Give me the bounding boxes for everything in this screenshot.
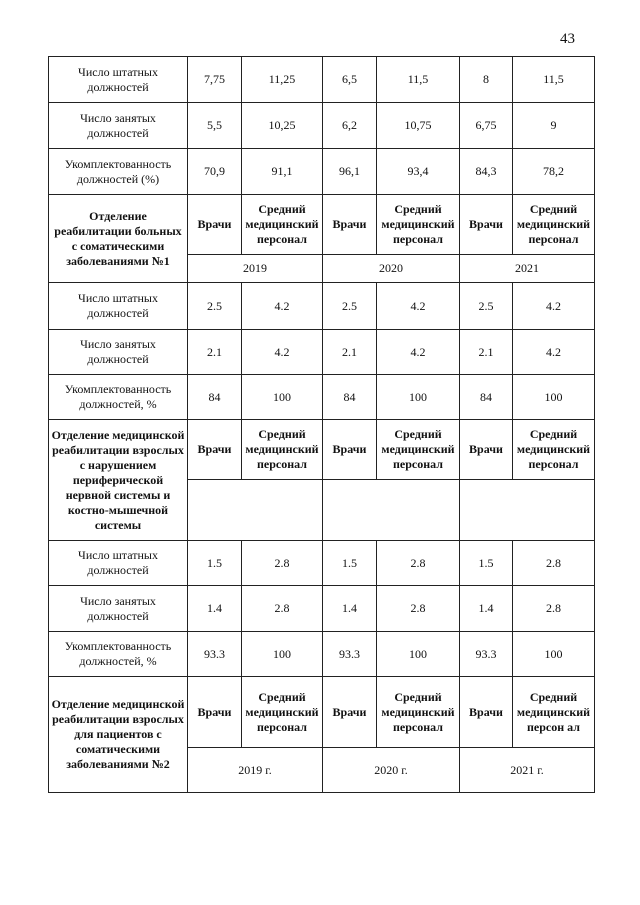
table-row (49, 103, 595, 149)
table-row (49, 283, 595, 330)
table-cell: 70,9 (188, 149, 242, 195)
table-cell: 100 (242, 632, 323, 677)
table-row (49, 541, 595, 586)
table-cell: 100 (513, 632, 595, 677)
table-cell: 2.5 (188, 283, 242, 330)
row-label: Укомплектованность должностей, % (49, 375, 188, 420)
column-header: Средний медицинский персонал (377, 677, 460, 748)
table-cell: 100 (377, 632, 460, 677)
table-cell: 100 (513, 375, 595, 420)
table-cell: 93.3 (323, 632, 377, 677)
table-cell: 1.4 (188, 586, 242, 632)
column-header: Средний медицинский персонал (242, 677, 323, 748)
year-label: 2020 (323, 255, 460, 283)
row-label: Число штатных должностей (49, 541, 188, 586)
column-header: Средний медицинский персонал (377, 195, 460, 255)
table-cell: 84 (188, 375, 242, 420)
table-cell: 100 (242, 375, 323, 420)
year-label (460, 480, 595, 541)
department-name: Отделение медицинской реабилитации взрослых с нарушением периферической нервной системы и костно-мышечной системы (49, 420, 188, 541)
table-cell: 10,25 (242, 103, 323, 149)
table-cell: 2.8 (377, 586, 460, 632)
table-cell: 1.4 (323, 586, 377, 632)
table-cell: 4.2 (513, 283, 595, 330)
table-cell: 11,25 (242, 57, 323, 103)
section-header-row (49, 677, 595, 748)
year-label (323, 480, 460, 541)
table-cell: 2.8 (513, 586, 595, 632)
row-label: Число занятых должностей (49, 103, 188, 149)
year-label: 2021 г. (460, 748, 595, 793)
column-header: Врачи (323, 195, 377, 255)
table-cell: 9 (513, 103, 595, 149)
table-cell: 91,1 (242, 149, 323, 195)
table-cell: 6,5 (323, 57, 377, 103)
department-name: Отделение реабилитации больных с соматическими заболеваниями №1 (49, 195, 188, 283)
section-header-row (49, 195, 595, 255)
column-header: Врачи (188, 420, 242, 480)
year-label: 2020 г. (323, 748, 460, 793)
row-label: Число занятых должностей (49, 330, 188, 375)
table-cell: 4.2 (377, 330, 460, 375)
table-cell: 5,5 (188, 103, 242, 149)
table-cell: 2.1 (188, 330, 242, 375)
table-cell: 2.8 (242, 586, 323, 632)
table-cell: 6,75 (460, 103, 513, 149)
table-cell: 2.1 (323, 330, 377, 375)
column-header: Средний медицинский персонал (242, 195, 323, 255)
table-cell: 2.8 (513, 541, 595, 586)
table-cell: 93.3 (188, 632, 242, 677)
column-header: Средний медицинский персонал (513, 195, 595, 255)
row-label: Число штатных должностей (49, 57, 188, 103)
row-label: Число занятых должностей (49, 586, 188, 632)
table-cell: 93.3 (460, 632, 513, 677)
table-cell: 2.8 (377, 541, 460, 586)
table-cell: 2.1 (460, 330, 513, 375)
table-cell: 8 (460, 57, 513, 103)
table-cell: 1.5 (188, 541, 242, 586)
table-row (49, 375, 595, 420)
table-cell: 84 (323, 375, 377, 420)
column-header: Средний медицинский персонал (513, 420, 595, 480)
column-header: Врачи (188, 677, 242, 748)
column-header: Врачи (460, 195, 513, 255)
section-header-row (49, 420, 595, 480)
table-cell: 2.8 (242, 541, 323, 586)
table-cell: 4.2 (242, 330, 323, 375)
table-cell: 1.4 (460, 586, 513, 632)
table-cell: 100 (377, 375, 460, 420)
year-label: 2019 (188, 255, 323, 283)
table-cell: 11,5 (377, 57, 460, 103)
staffing-table (48, 56, 595, 793)
column-header: Средний медицинский персонал (377, 420, 460, 480)
table-cell: 11,5 (513, 57, 595, 103)
table-cell: 4.2 (377, 283, 460, 330)
table-cell: 4.2 (242, 283, 323, 330)
table-row (49, 330, 595, 375)
row-label: Укомплектованность должностей, % (49, 632, 188, 677)
column-header: Врачи (323, 677, 377, 748)
table-cell: 93,4 (377, 149, 460, 195)
table-row (49, 57, 595, 103)
table-cell: 2.5 (460, 283, 513, 330)
year-label: 2019 г. (188, 748, 323, 793)
table-cell: 7,75 (188, 57, 242, 103)
table-cell: 10,75 (377, 103, 460, 149)
table-cell: 84 (460, 375, 513, 420)
column-header: Средний медицинский персонал (242, 420, 323, 480)
table-cell: 78,2 (513, 149, 595, 195)
row-label: Укомплектованность должностей (%) (49, 149, 188, 195)
table-row (49, 149, 595, 195)
department-name: Отделение медицинской реабилитации взрослых для пациентов с соматическими заболеваниями №2 (49, 677, 188, 793)
table-cell: 96,1 (323, 149, 377, 195)
row-label: Число штатных должностей (49, 283, 188, 330)
table-row (49, 586, 595, 632)
table-cell: 1.5 (460, 541, 513, 586)
table-cell: 2.5 (323, 283, 377, 330)
column-header: Средний медицинский персон ал (513, 677, 595, 748)
column-header: Врачи (188, 195, 242, 255)
year-label (188, 480, 323, 541)
column-header: Врачи (460, 677, 513, 748)
table-cell: 1.5 (323, 541, 377, 586)
page-number: 43 (560, 31, 575, 47)
year-label: 2021 (460, 255, 595, 283)
table-cell: 4.2 (513, 330, 595, 375)
table-cell: 6,2 (323, 103, 377, 149)
column-header: Врачи (460, 420, 513, 480)
column-header: Врачи (323, 420, 377, 480)
table-cell: 84,3 (460, 149, 513, 195)
table-row (49, 632, 595, 677)
